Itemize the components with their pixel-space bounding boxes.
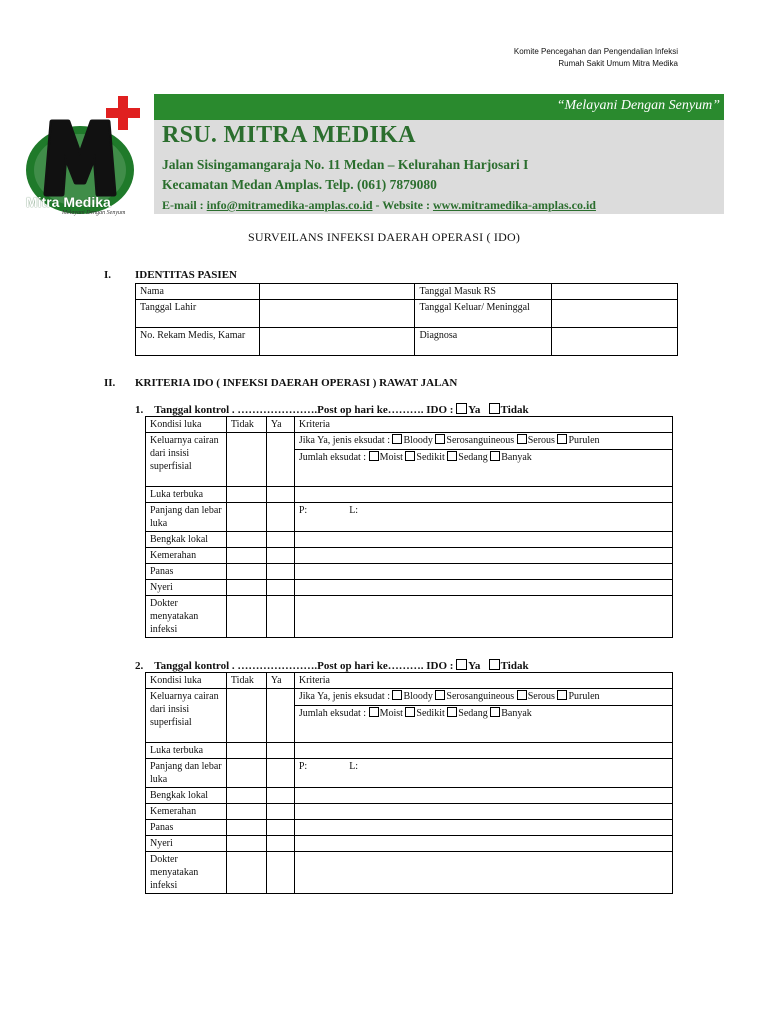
control-1-ya-label: Ya [468,404,481,416]
criteria-row [146,596,673,638]
criteria-header-cell: Kriteria [294,417,672,433]
criteria-row-label: Luka terbuka [146,487,227,503]
email-link[interactable]: info@mitramedika-amplas.co.id [206,198,373,212]
criteria-row-label: Dokter menyatakan infeksi [146,852,227,894]
criteria-ya-cell[interactable] [266,788,294,804]
criteria-row [146,836,673,852]
jenis-eksudat-label: Jika Ya, jenis eksudat : [298,691,393,702]
criteria-header-cell: Ya [266,417,294,433]
jenis-eksudat-checkbox[interactable] [392,434,402,444]
jenis-eksudat-option: Bloody [403,691,433,702]
criteria-header-cell: Kondisi luka [146,417,227,433]
control-2-tidak-checkbox[interactable] [489,659,500,670]
jumlah-eksudat-label: Jumlah eksudat : [298,708,369,719]
committee-note [514,46,678,70]
jenis-eksudat-label: Jika Ya, jenis eksudat : [298,435,393,446]
criteria-ya-cell[interactable] [266,836,294,852]
criteria-ya-cell[interactable] [266,433,294,487]
criteria-tidak-cell[interactable] [226,503,266,532]
control-2-label: Tanggal kontrol . ………………….Post op hari ke………. IDO : [154,660,457,672]
criteria-detail-cell[interactable] [294,689,672,743]
criteria-tidak-cell[interactable] [226,759,266,788]
criteria-header-row [146,673,673,689]
identity-value-cell[interactable] [552,284,678,300]
criteria-row-label: Keluarnya cairan dari insisi superfisial [146,689,227,743]
document-title: SURVEILANS INFEKSI DAERAH OPERASI ( IDO) [247,230,521,244]
criteria-row-label: Panjang dan lebar luka [146,759,227,788]
criteria-detail-cell[interactable] [294,596,672,638]
criteria-header-cell: Kriteria [294,673,672,689]
hospital-name: RSU. MITRA MEDIKA [162,122,416,148]
criteria-detail-cell[interactable] [294,548,672,564]
control-1-ya-checkbox[interactable] [456,403,467,414]
identity-label-cell: Diagnosa [415,328,552,356]
patient-identity-table [135,283,678,356]
jumlah-eksudat-option: Sedikit [416,452,445,463]
criteria-ya-cell[interactable] [266,852,294,894]
contact-line [162,198,596,213]
criteria-row-label: Keluarnya cairan dari insisi superfisial [146,433,227,487]
jumlah-eksudat-checkbox[interactable] [490,451,500,461]
criteria-detail-cell[interactable] [294,743,672,759]
criteria-ya-cell[interactable] [266,820,294,836]
control-1-label: Tanggal kontrol . ………………….Post op hari ke………. IDO : [154,404,457,416]
criteria-table-2 [145,672,673,894]
identity-value-cell[interactable] [552,300,678,328]
identity-label-cell: Tanggal Keluar/ Meninggal [415,300,552,328]
jumlah-eksudat-label: Jumlah eksudat : [298,452,369,463]
criteria-detail-cell[interactable] [294,564,672,580]
jumlah-eksudat-option: Moist [379,708,403,719]
section-2-number: II. [104,377,116,389]
control-2-number: 2. [135,660,144,672]
committee-line-1: Komite Pencegahan dan Pengendalian Infeksi [513,47,678,56]
identity-label-cell: No. Rekam Medis, Kamar [136,328,260,356]
control-1-tidak-label: Tidak [500,404,529,416]
jenis-eksudat-checkbox[interactable] [517,690,527,700]
criteria-tidak-cell[interactable] [226,596,266,638]
jenis-eksudat-line [295,689,672,706]
criteria-tidak-cell[interactable] [226,836,266,852]
criteria-detail-cell[interactable] [294,804,672,820]
criteria-tidak-cell[interactable] [226,820,266,836]
jenis-eksudat-option: Purulen [568,691,600,702]
criteria-ya-cell[interactable] [266,487,294,503]
panjang-label: P: [298,761,308,772]
hospital-logo [22,96,150,220]
jumlah-eksudat-checkbox[interactable] [369,451,379,461]
criteria-detail-cell[interactable] [294,820,672,836]
jenis-eksudat-checkbox[interactable] [517,434,527,444]
criteria-tidak-cell[interactable] [226,852,266,894]
jenis-eksudat-group [299,691,600,702]
identity-label-cell: Tanggal Masuk RS [415,284,552,300]
criteria-tidak-cell[interactable] [226,487,266,503]
panjang-label: P: [298,505,308,516]
header-green-bar [154,94,724,120]
jenis-eksudat-checkbox[interactable] [392,690,402,700]
identity-row [136,328,678,356]
criteria-tidak-cell[interactable] [226,548,266,564]
jumlah-eksudat-option: Banyak [501,708,532,719]
identity-label-cell: Nama [136,284,260,300]
criteria-row-label: Bengkak lokal [146,788,227,804]
identity-label-cell: Tanggal Lahir [136,300,260,328]
criteria-header-row [146,417,673,433]
criteria-row [146,788,673,804]
control-1-tidak-checkbox[interactable] [489,403,500,414]
section-1-number: I. [104,269,112,281]
criteria-tidak-cell[interactable] [226,532,266,548]
criteria-table-1 [145,416,673,638]
jumlah-eksudat-line [295,450,672,465]
criteria-row-label: Nyeri [146,836,227,852]
jumlah-eksudat-option: Sedikit [416,708,445,719]
criteria-row [146,532,673,548]
jumlah-eksudat-group [299,452,532,463]
criteria-ya-cell[interactable] [266,503,294,532]
control-2-line [135,659,529,672]
criteria-row-label: Nyeri [146,580,227,596]
criteria-row [146,804,673,820]
jenis-eksudat-option: Serous [527,435,555,446]
criteria-tidak-cell[interactable] [226,689,266,743]
section-2-title: KRITERIA IDO ( INFEKSI DAERAH OPERASI ) RAWAT JALAN [135,377,458,389]
jenis-eksudat-group [299,435,600,446]
jumlah-eksudat-checkbox[interactable] [369,707,379,717]
criteria-detail-cell[interactable] [294,433,672,487]
criteria-detail-cell[interactable] [294,487,672,503]
criteria-detail-cell[interactable] [294,788,672,804]
criteria-row-label: Kemerahan [146,804,227,820]
identity-value-cell[interactable] [259,328,415,356]
criteria-ya-cell[interactable] [266,804,294,820]
criteria-ya-cell[interactable] [266,548,294,564]
lebar-label: L: [349,761,359,772]
jumlah-eksudat-line [295,706,672,721]
jumlah-eksudat-group [299,708,532,719]
criteria-row-label: Dokter menyatakan infeksi [146,596,227,638]
criteria-detail-cell[interactable] [294,503,672,532]
criteria-header-cell: Tidak [226,417,266,433]
jumlah-eksudat-option: Moist [379,452,403,463]
identity-value-cell[interactable] [259,284,415,300]
criteria-row [146,689,673,743]
criteria-ya-cell[interactable] [266,532,294,548]
criteria-row [146,743,673,759]
criteria-row [146,564,673,580]
criteria-row-label: Kemerahan [146,548,227,564]
jenis-eksudat-option: Serous [527,691,555,702]
criteria-ya-cell[interactable] [266,743,294,759]
jumlah-eksudat-checkbox[interactable] [447,707,457,717]
jumlah-eksudat-checkbox[interactable] [447,451,457,461]
address-line-1: Jalan Sisingamangaraja No. 11 Medan – Kelurahan Harjosari I [162,157,529,172]
jenis-eksudat-option: Purulen [568,435,600,446]
jumlah-eksudat-checkbox[interactable] [405,707,415,717]
jenis-eksudat-option: Bloody [403,435,433,446]
criteria-tidak-cell[interactable] [226,788,266,804]
criteria-ya-cell[interactable] [266,580,294,596]
criteria-detail-cell[interactable] [294,759,672,788]
criteria-tidak-cell[interactable] [226,564,266,580]
identity-value-cell[interactable] [552,328,678,356]
criteria-ya-cell[interactable] [266,564,294,580]
criteria-tidak-cell[interactable] [226,804,266,820]
jumlah-eksudat-option: Sedang [458,708,488,719]
control-2-ya-label: Ya [468,660,481,672]
section-1-title: IDENTITAS PASIEN [135,269,237,281]
identity-row [136,300,678,328]
criteria-row [146,433,673,487]
logo-tagline: Melayani Dengan Senyum [62,210,126,216]
jumlah-eksudat-checkbox[interactable] [405,451,415,461]
jenis-eksudat-option: Serosanguineous [446,435,515,446]
criteria-ya-cell[interactable] [266,596,294,638]
control-1-line [135,403,529,416]
criteria-header-cell: Kondisi luka [146,673,227,689]
jenis-eksudat-checkbox[interactable] [435,690,445,700]
criteria-row [146,852,673,894]
criteria-row-label: Luka terbuka [146,743,227,759]
control-2-ya-checkbox[interactable] [456,659,467,670]
jenis-eksudat-checkbox[interactable] [435,434,445,444]
jenis-eksudat-checkbox[interactable] [557,690,567,700]
criteria-row [146,820,673,836]
criteria-detail-cell[interactable] [294,532,672,548]
criteria-tidak-cell[interactable] [226,743,266,759]
criteria-tidak-cell[interactable] [226,580,266,596]
committee-line-2: Rumah Sakit Umum Mitra Medika [558,59,678,68]
criteria-row-label: Panjang dan lebar luka [146,503,227,532]
email-label: E-mail : [162,198,207,212]
criteria-ya-cell[interactable] [266,689,294,743]
header-info-box [154,120,724,214]
control-2-tidak-label: Tidak [500,660,529,672]
jumlah-eksudat-checkbox[interactable] [490,707,500,717]
criteria-row [146,487,673,503]
jenis-eksudat-option: Serosanguineous [446,691,515,702]
criteria-detail-cell[interactable] [294,836,672,852]
lebar-label: L: [349,505,359,516]
jenis-eksudat-line [295,433,672,450]
logo-text: Mitra Medika [26,194,111,210]
criteria-row-label: Bengkak lokal [146,532,227,548]
address-line-2: Kecamatan Medan Amplas. Telp. (061) 7879080 [162,177,437,192]
criteria-header-cell: Ya [266,673,294,689]
criteria-ya-cell[interactable] [266,759,294,788]
jumlah-eksudat-option: Banyak [501,452,532,463]
criteria-row-label: Panas [146,820,227,836]
control-1-number: 1. [135,404,144,416]
jenis-eksudat-checkbox[interactable] [557,434,567,444]
criteria-detail-cell[interactable] [294,852,672,894]
criteria-row [146,580,673,596]
website-label: - Website : [372,198,433,212]
website-link[interactable]: www.mitramedika-amplas.co.id [432,198,596,212]
identity-row [136,284,678,300]
criteria-detail-cell[interactable] [294,580,672,596]
criteria-row [146,759,673,788]
criteria-tidak-cell[interactable] [226,433,266,487]
identity-value-cell[interactable] [259,300,415,328]
criteria-row-label: Panas [146,564,227,580]
criteria-row [146,548,673,564]
criteria-row [146,503,673,532]
header-slogan: “Melayani Dengan Senyum” [556,98,720,113]
jumlah-eksudat-option: Sedang [458,452,488,463]
criteria-header-cell: Tidak [226,673,266,689]
